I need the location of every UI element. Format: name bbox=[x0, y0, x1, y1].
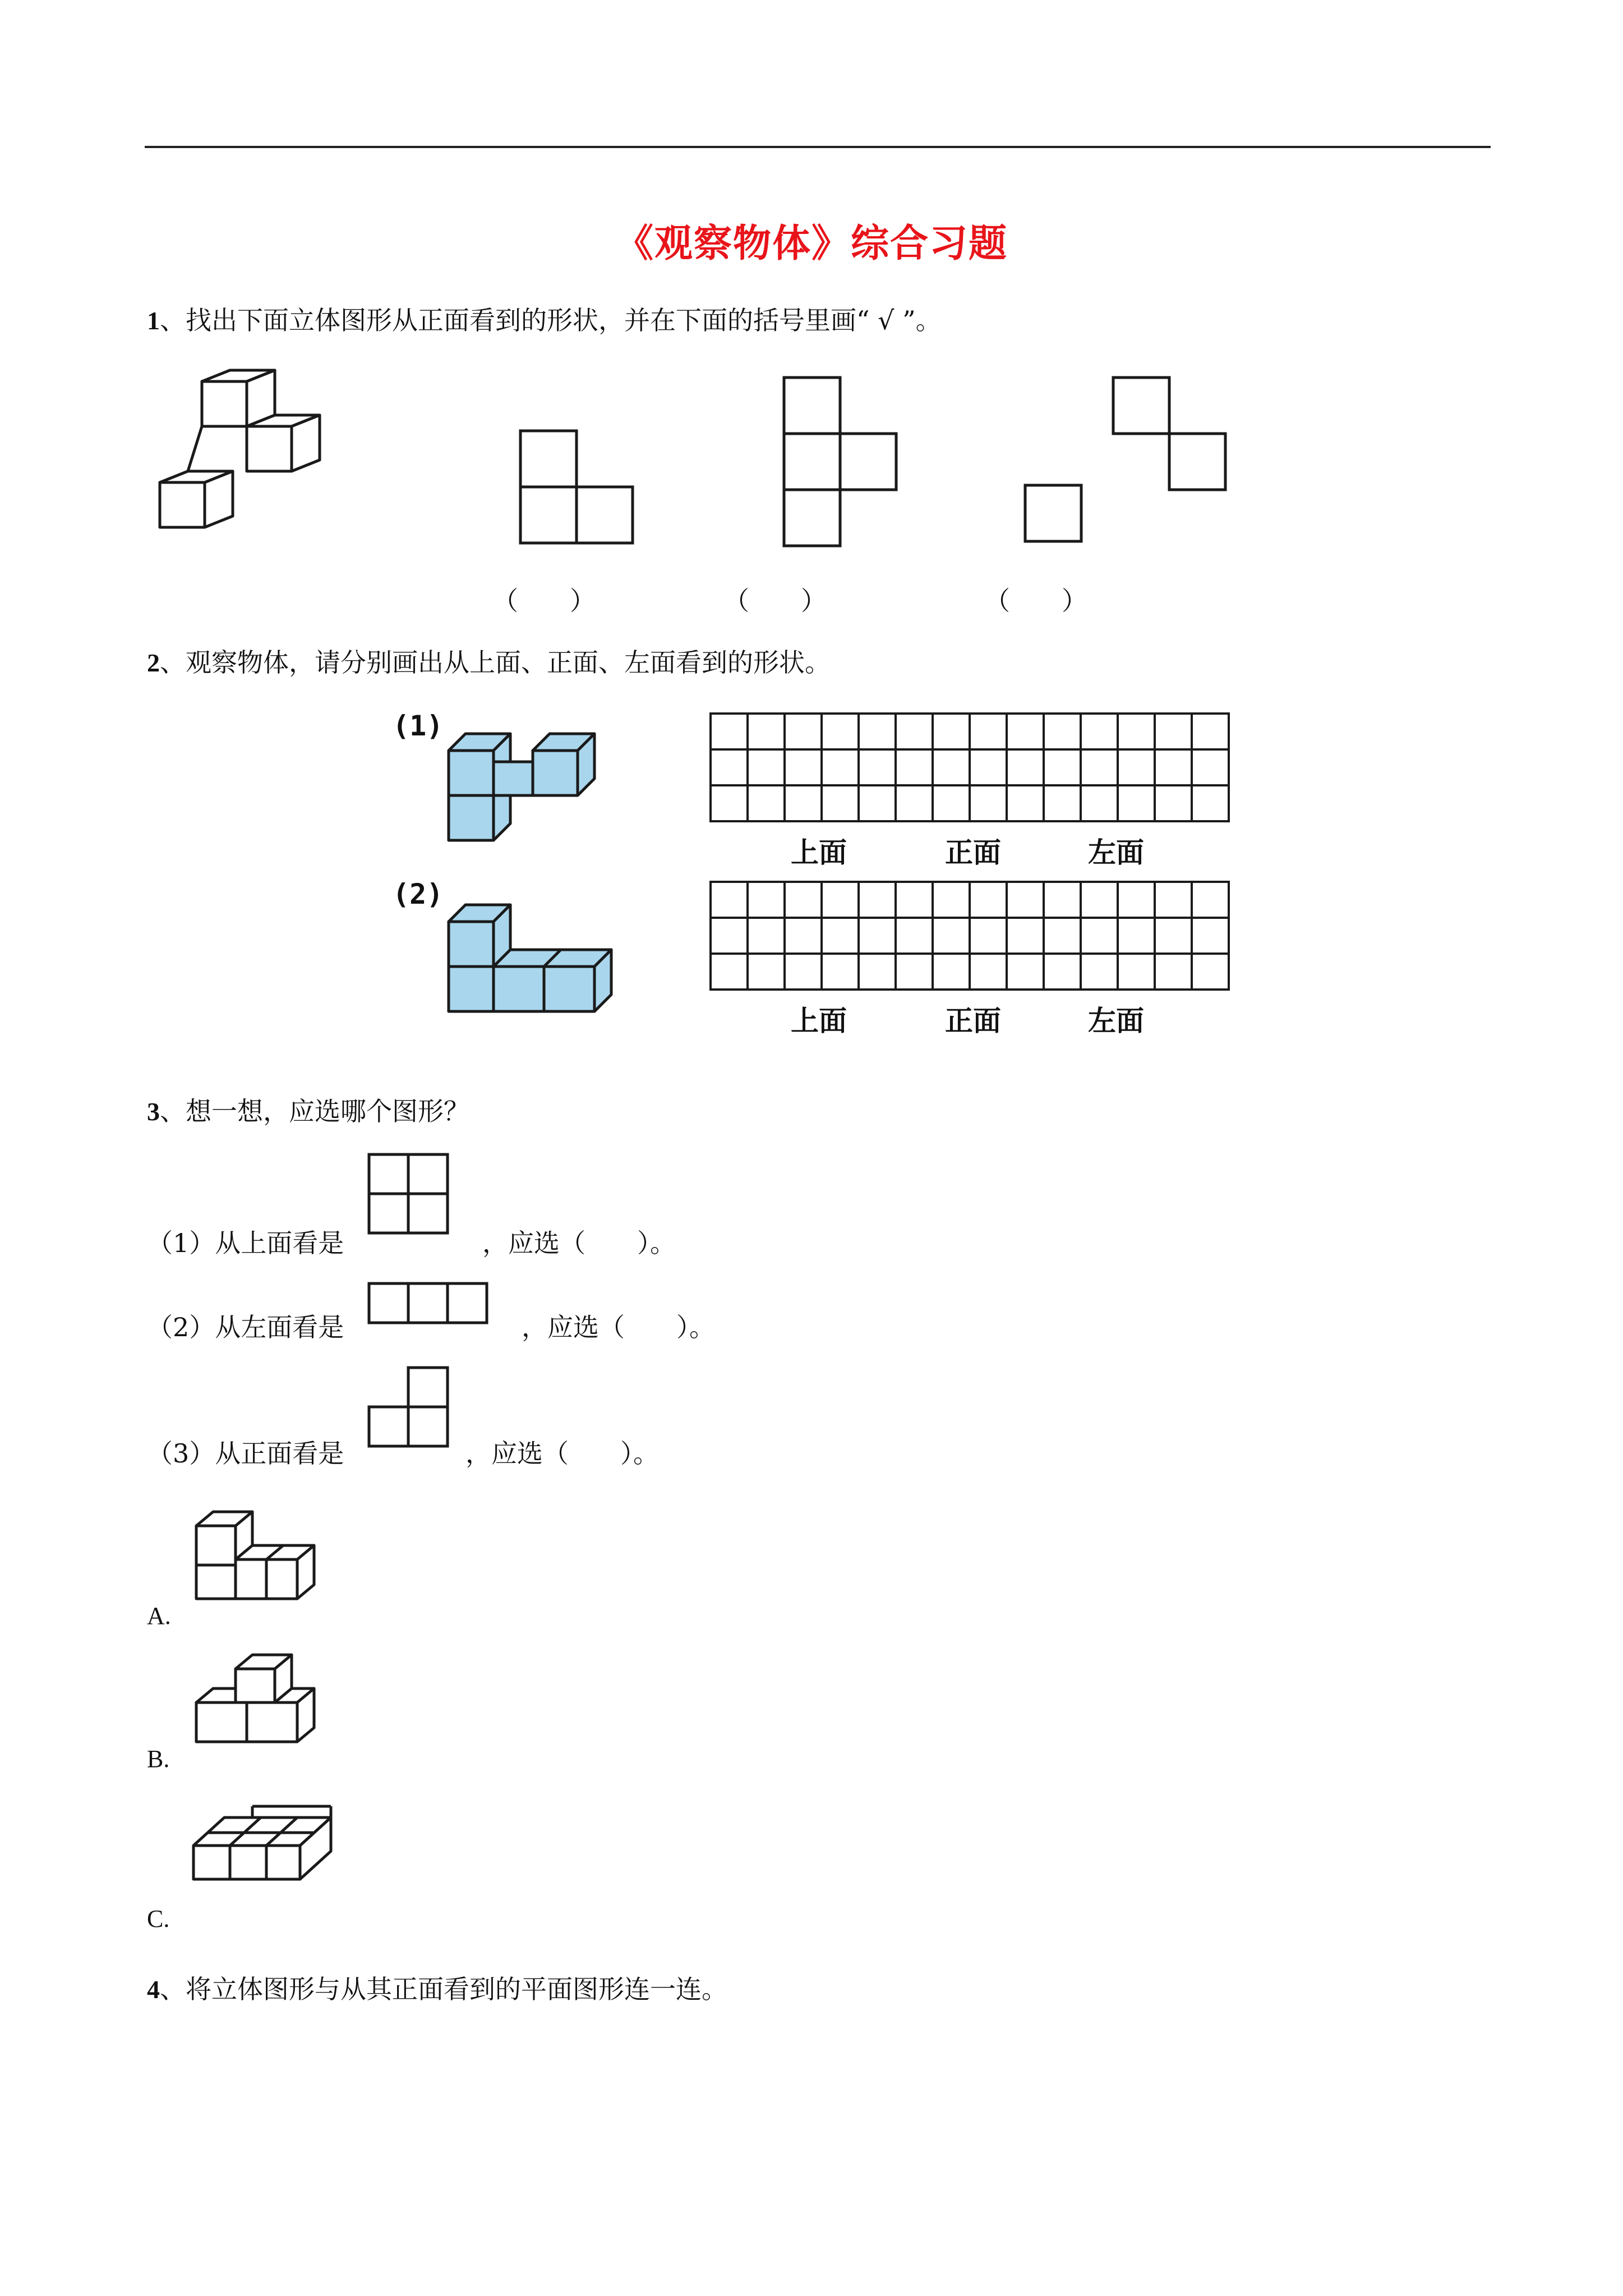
question-number: 2 bbox=[147, 648, 160, 677]
q1-option-shape-2 bbox=[782, 376, 900, 550]
question-1 bbox=[147, 300, 942, 337]
page-title: 《观察物体》综合习题 bbox=[615, 221, 1008, 266]
view-label-top: 上面 bbox=[791, 836, 847, 869]
question-3 bbox=[147, 1091, 469, 1128]
q1-option-shape-1 bbox=[519, 429, 637, 547]
option-a-figure bbox=[193, 1509, 322, 1610]
question-4 bbox=[147, 1969, 727, 2006]
view-label-front: 正面 bbox=[945, 1004, 1001, 1037]
q3-sub-3 bbox=[147, 1433, 344, 1470]
question-number: 1 bbox=[147, 306, 160, 335]
question-number: 3 bbox=[147, 1097, 160, 1126]
answer-blank-3[interactable]: （ ） bbox=[984, 586, 1087, 616]
sub-prefix: （3）从正面看是 bbox=[147, 1438, 344, 1469]
question-2 bbox=[147, 642, 831, 679]
option-b-figure bbox=[193, 1652, 322, 1753]
view-label-front: 正面 bbox=[945, 836, 1001, 869]
q3-sub-1-answer[interactable]: ，应选（ ）。 bbox=[482, 1228, 676, 1258]
answer-blank-1[interactable]: （ ） bbox=[492, 586, 596, 616]
q3-sub-1 bbox=[147, 1223, 344, 1260]
front-view-l-shape bbox=[367, 1366, 451, 1450]
q2-drawing-grid-1[interactable] bbox=[709, 712, 1231, 825]
question-text: 、想一想，应选哪个图形？ bbox=[160, 1096, 469, 1126]
q2-drawing-grid-2[interactable] bbox=[709, 881, 1231, 993]
answer-blank-2[interactable]: （ ） bbox=[723, 586, 827, 616]
q2-item-1-label: (1) bbox=[393, 710, 444, 742]
sub-prefix: （1）从上面看是 bbox=[147, 1228, 344, 1258]
left-view-1x3-shape bbox=[367, 1282, 491, 1327]
header-rule bbox=[145, 146, 1491, 148]
question-number: 4 bbox=[147, 1975, 160, 2004]
question-text: 、将立体图形与从其正面看到的平面图形连一连。 bbox=[160, 1974, 727, 2004]
question-text: 、找出下面立体图形从正面看到的形状，并在下面的括号里画“ √ ”。 bbox=[160, 305, 942, 335]
q1-option-shape-3 bbox=[1023, 376, 1231, 550]
q3-sub-2 bbox=[147, 1307, 344, 1344]
option-c-figure bbox=[191, 1803, 336, 1904]
view-label-left: 左面 bbox=[1088, 1004, 1144, 1037]
q2-solid-figure-1 bbox=[443, 729, 611, 853]
view-label-left: 左面 bbox=[1088, 836, 1144, 869]
q2-solid-figure-2 bbox=[443, 900, 628, 1024]
q1-solid-figure bbox=[157, 370, 336, 550]
option-c-label[interactable]: C. bbox=[147, 1905, 170, 1932]
top-view-2x2-shape bbox=[367, 1153, 451, 1237]
view-label-top: 上面 bbox=[791, 1004, 847, 1037]
option-a-label[interactable]: A. bbox=[147, 1602, 171, 1630]
sub-prefix: （2）从左面看是 bbox=[147, 1312, 344, 1342]
option-b-label[interactable]: B. bbox=[147, 1745, 170, 1773]
q3-sub-3-answer[interactable]: ，应选（ ）。 bbox=[465, 1438, 659, 1469]
question-text: 、观察物体，请分别画出从上面、正面、左面看到的形状。 bbox=[160, 647, 831, 678]
q3-sub-2-answer[interactable]: ，应选（ ）。 bbox=[522, 1312, 715, 1342]
q2-item-2-label: (2) bbox=[393, 878, 444, 910]
